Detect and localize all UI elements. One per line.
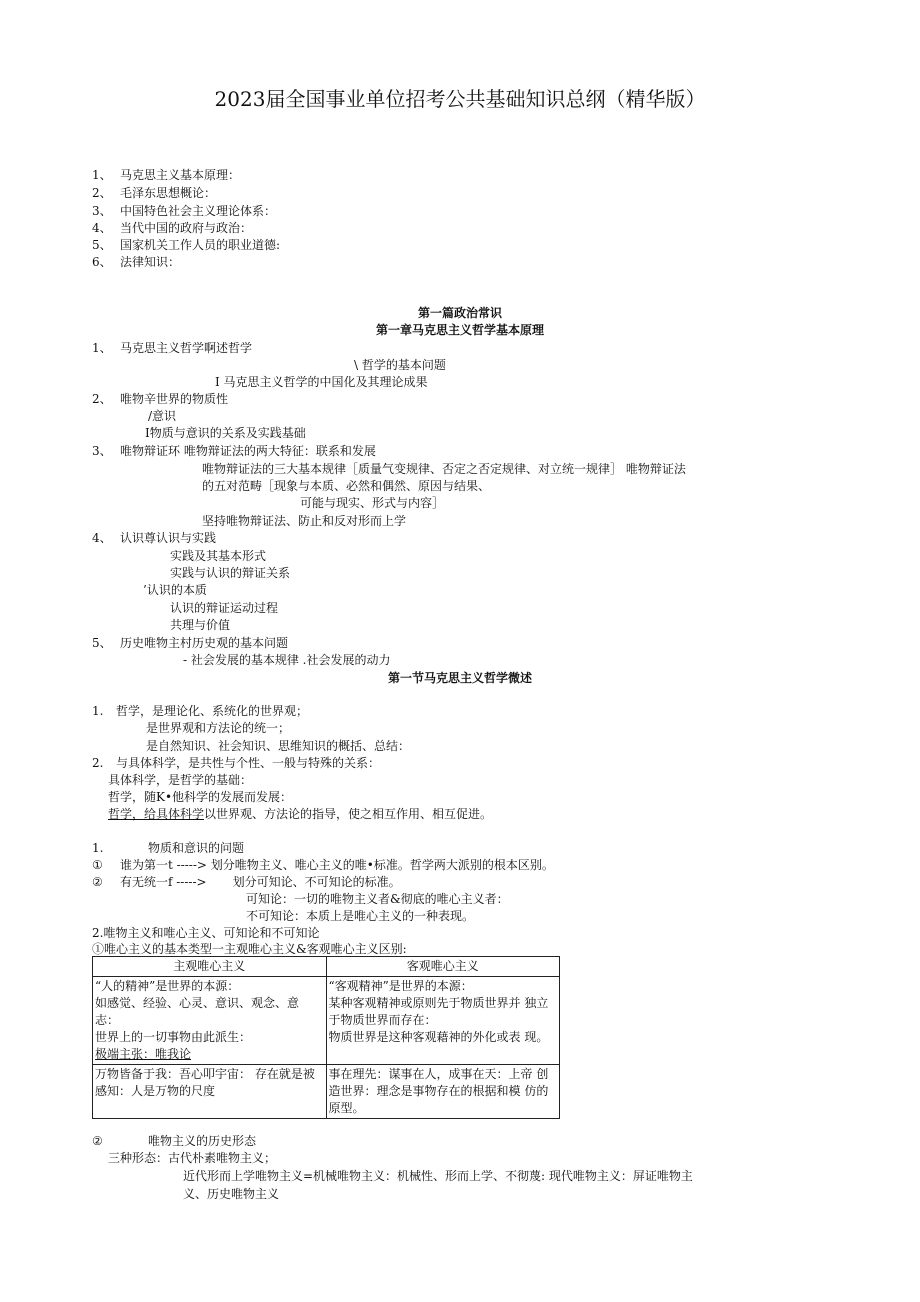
underlined-text: 哲学，给具体科学 xyxy=(108,807,205,821)
chapter-line: 实践与认识的辩证关系 xyxy=(170,566,291,580)
section-line: 可知论：一切的唯物主义者&彻底的唯心主义者： xyxy=(246,892,509,906)
chapter-line xyxy=(92,530,216,546)
outline-text: 毛泽东思想概论： xyxy=(120,186,217,200)
line-num: 1、 xyxy=(92,341,112,355)
table-row xyxy=(93,977,560,1065)
section-heading: 第一节马克思主义哲学微述 xyxy=(387,671,532,685)
chapter-line: - 社会发展的基本规律 .社会发展的动力 xyxy=(183,653,391,667)
line-num: ② xyxy=(92,875,103,889)
section-line: 是世界观和方法论的统一； xyxy=(146,721,291,735)
line-text: 以世界观、方法论的指导，使之相互作用、相互促进。 xyxy=(204,807,493,821)
outline-num: 3、 xyxy=(92,204,112,218)
cell-line: 万物皆备于我：吾心叩宇宙： 存在就是被 xyxy=(95,1067,315,1081)
outline-text: 中国特色社会主义理论体系： xyxy=(120,204,277,218)
line-num: 5、 xyxy=(92,636,112,650)
chapter-line xyxy=(92,635,288,651)
outline-num: 4、 xyxy=(92,221,112,235)
outline-text: 马克思主义基本原理： xyxy=(120,168,241,182)
section-line: 是自然知识、社会知识、思维知识的概括、总结： xyxy=(146,739,411,753)
section-line: ①唯心主义的基本类型一主观唯心主义&客观唯心主义区别: xyxy=(92,942,407,956)
section-line xyxy=(92,755,380,771)
line-text: 与具体科学，是共性与个性、一般与特殊的关系： xyxy=(116,756,381,770)
cell-line: 极端主张：唯我论 xyxy=(95,1047,192,1061)
cell-line: 物质世界是这种客观藉神的外化或表 现。 xyxy=(328,1030,549,1044)
section-line xyxy=(92,857,554,873)
outline-item xyxy=(92,254,180,270)
closing-line: 义、历史唯物主义 xyxy=(183,1187,280,1201)
column-header: 主观唯心主义 xyxy=(93,957,327,977)
section-line xyxy=(92,703,308,719)
line-text: 谁为第一t -----> 划分唯物主义、唯心主义的唯•标准。哲学两大派别的根本区别。 xyxy=(120,858,554,872)
outline-num: 5、 xyxy=(92,238,112,252)
line-text: 有无统一f -----> xyxy=(120,875,207,889)
line-num: 2、 xyxy=(92,392,112,406)
chapter-line xyxy=(92,391,228,407)
section-line: 2.唯物主义和唯心主义、可知论和不可知论 xyxy=(92,926,320,940)
outline-num: 2、 xyxy=(92,186,112,200)
table-cell xyxy=(326,977,560,1065)
section-line xyxy=(92,840,244,856)
outline-item xyxy=(92,203,276,219)
line-num: 3、 xyxy=(92,444,112,458)
cell-line: 某种客观精神或原则先于物质世界并 独立 xyxy=(328,996,549,1010)
cell-line: 如感觉、经验、心灵、意识、观念、意 xyxy=(95,996,300,1010)
outline-num: 6、 xyxy=(92,255,112,269)
chapter-line: 认识的辩证运动过程 xyxy=(170,601,279,615)
document-title: 2023届全国事业单位招考公共基础知识总纲（精华版） xyxy=(214,87,706,111)
chapter-line xyxy=(92,443,376,459)
comparison-table xyxy=(92,956,560,1119)
section-line: 哲学，随K•他科学的发展而发展： xyxy=(108,790,293,804)
cell-line: “客观精神”是世界的本源： xyxy=(328,979,473,993)
table-header-row xyxy=(93,957,560,977)
line-num: 4、 xyxy=(92,531,112,545)
outline-text: 法律知识： xyxy=(120,255,181,269)
chapter-heading: 第一章马克思主义哲学基本原理 xyxy=(375,323,544,337)
line-text: 划分可知论、不可知论的标准。 xyxy=(232,875,401,889)
line-num: 2. xyxy=(92,756,104,770)
chapter-line: I 马克思主义哲学的中国化及其理论成果 xyxy=(215,375,428,389)
chapter-line: I物质与意识的关系及实践基础 xyxy=(145,426,306,440)
line-text: 历史唯物主村历史观的基本问题 xyxy=(120,636,289,650)
section-line: 不可知论：本质上是唯心主义的一种表现。 xyxy=(246,909,475,923)
chapter-line: \ 哲学的基本问题 xyxy=(354,358,446,372)
closing-line xyxy=(92,1133,256,1149)
line-text: 唯物主义的历史形态 xyxy=(148,1134,257,1148)
line-num: ② xyxy=(92,1134,103,1148)
chapter-line: 坚持唯物辩证法、防止和反对形而上学 xyxy=(202,514,407,528)
chapter-line: ’认识的本质 xyxy=(143,583,207,597)
line-text: 唯物辛世界的物质性 xyxy=(120,392,229,406)
outline-item xyxy=(92,220,252,236)
table-cell xyxy=(93,977,327,1065)
section-line xyxy=(92,874,401,890)
chapter-line: 唯物辩证法的三大基本规律［质量气变规律、否定之否定规律、对立统一规律］ 唯物辩证法 xyxy=(202,462,686,476)
outline-num: 1、 xyxy=(92,168,112,182)
cell-line: 志： xyxy=(95,1013,120,1027)
outline-item xyxy=(92,167,240,183)
chapter-line xyxy=(92,340,252,356)
table-cell xyxy=(93,1065,327,1119)
part-heading: 第一篇政治常识 xyxy=(417,306,502,320)
line-num: 1. xyxy=(92,841,104,855)
table-cell xyxy=(326,1065,560,1119)
table-row xyxy=(93,1065,560,1119)
closing-line: 近代形而上学唯物主义=机械唯物主义：机械性、形而上学、不彻蔑: 现代唯物主义：屏证唯物主 xyxy=(183,1169,693,1183)
line-text: 唯物辩证环 唯物辩证法的两大特征：联系和发展 xyxy=(120,444,376,458)
closing-line: 三种形态：古代朴素唯物主义； xyxy=(108,1151,277,1165)
line-text: 马克思主义哲学啊述哲学 xyxy=(120,341,253,355)
line-num: ① xyxy=(92,858,103,872)
cell-line: 事在理先：谋事在人，成事在天：上帝 创 xyxy=(328,1067,549,1081)
section-line: 具体科学，是哲学的基础： xyxy=(108,773,253,787)
outline-item xyxy=(92,185,216,201)
outline-text: 当代中国的政府与政治： xyxy=(120,221,253,235)
line-text: 物质和意识的问题 xyxy=(148,841,245,855)
cell-line: 原型。 xyxy=(328,1101,365,1115)
outline-item xyxy=(92,237,280,253)
cell-line: “人的精神”是世界的本源： xyxy=(95,979,240,993)
cell-line: 世界上的一切事物由此派生： xyxy=(95,1030,252,1044)
column-header: 客观唯心主义 xyxy=(326,957,560,977)
chapter-line: /意识 xyxy=(148,409,177,423)
line-text: 认识尊认识与实践 xyxy=(120,531,217,545)
chapter-line: 共理与价值 xyxy=(170,618,231,632)
chapter-line: 实践及其基本形式 xyxy=(170,549,267,563)
chapter-line: 的五对范畴［现象与本质、必然和偶然、原因与结果、 xyxy=(202,479,491,493)
cell-line: 于物质世界而存在： xyxy=(328,1013,437,1027)
outline-text: 国家机关工作人员的职业道德: xyxy=(120,238,281,252)
chapter-line: 可能与现实、形式与内容］ xyxy=(300,496,445,510)
line-num: 1. xyxy=(92,704,104,718)
cell-line: 造世界：理念是事物存在的根据和模 仿的 xyxy=(328,1084,549,1098)
line-text: 哲学，是理论化、系统化的世界观； xyxy=(116,704,309,718)
cell-line: 感知：人是万物的尺度 xyxy=(95,1084,216,1098)
section-line xyxy=(108,806,492,822)
